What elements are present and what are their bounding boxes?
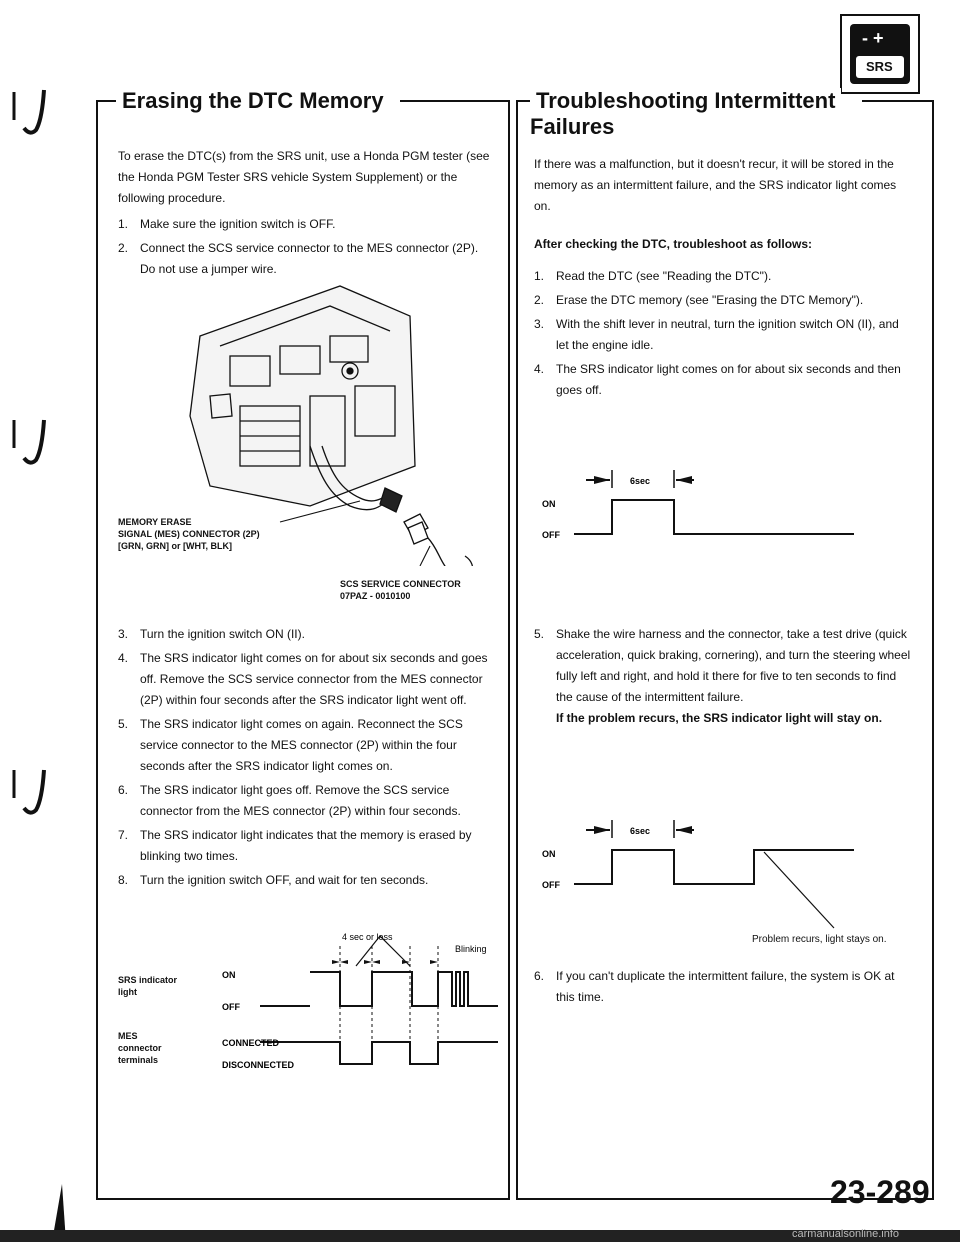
step-text: Make sure the ignition switch is OFF. [140,217,336,231]
wave-six-seconds [534,458,914,538]
step-number: 4. [118,651,129,665]
page-number: 23-289 [830,1174,930,1210]
step5-text: Shake the wire harness and the connector, take a test drive (quick acceleration, quick braking, cornering), and turn the steering wheel fully left and right, and hold it there for five to ten seconds to find the cause of the intermittent failure. [556,627,911,704]
step-text: The SRS indicator light comes on for about six seconds and goes off. Remove the SCS service connector from the MES connector (2P) within four seconds after the SRS indicator light went off. [140,651,488,707]
mes-terminals-line2: connector [118,1043,162,1053]
step-number: 4. [534,362,545,376]
step-text: The SRS indicator light indicates that the memory is erased by blinking two times. [140,828,472,863]
step-number: 7. [118,828,129,842]
right-intro: If there was a malfunction, but it doesn't recur, it will be stored in the memory as an intermittent failure, and the SRS indicator light comes on. [534,157,897,213]
step5-text2: If the problem recurs, the SRS indicator light will stay on. [556,711,883,725]
mes-terminals-line1: MES [118,1031,138,1041]
right-panel-top-rule-right [862,100,934,102]
step-text: Erase the DTC memory (see "Erasing the DTC Memory"). [556,293,864,307]
step-item [118,780,492,822]
right-after-label: After checking the DTC, troubleshoot as follows: [534,237,813,251]
scs-connector-label [340,578,461,602]
step-item [118,714,492,777]
right-steps-a [534,266,914,404]
step-text: With the shift lever in neutral, turn the ignition switch ON (II), and let the engine idle. [556,317,899,352]
srs-indicator-label [118,974,177,998]
step-text: Turn the ignition switch ON (II). [140,627,305,641]
timing-disconnected: DISCONNECTED [222,1060,295,1070]
step-item [534,290,914,311]
step-text: The SRS indicator light comes on for about six seconds and then goes off. [556,362,901,397]
left-steps-b [118,624,492,894]
wave1-sec: 6sec [630,476,651,486]
badge-symbol: - + [862,28,884,48]
step5-num: 5. [534,627,545,641]
step-item [118,214,492,235]
timing-blinking: Blinking [455,944,487,954]
mes-terminals-line3: terminals [118,1055,159,1065]
step6-text: If you can't duplicate the intermittent failure, the system is OK at this time. [556,969,895,1004]
right-step-6 [534,966,914,1008]
mes-label-line2: SIGNAL (MES) CONNECTOR (2P) [118,529,260,539]
watermark: carmanualsonline.info [792,1228,900,1240]
right-section-title-2: Failures [530,114,615,139]
step-number: 1. [118,217,129,231]
left-section-title: Erasing the DTC Memory [116,88,390,114]
step-number: 2. [534,293,545,307]
wave1-on: ON [542,499,556,509]
mes-label-line3: [GRN, GRN] or [WHT, BLK] [118,541,232,551]
srs-badge [840,14,920,94]
right-step-5 [534,624,914,729]
step-item [118,648,492,711]
step-item [118,870,492,891]
step-text: Turn the ignition switch OFF, and wait for ten seconds. [140,873,429,887]
mes-connector-label [118,516,260,552]
wave2-off: OFF [542,880,560,890]
left-steps-a [118,214,492,283]
step-number: 1. [534,269,545,283]
wave-problem-recurs [534,808,914,938]
step-item [534,266,914,287]
wave1-off: OFF [542,530,560,538]
step-number: 5. [118,717,129,731]
mes-label-line1: MEMORY ERASE [118,517,192,527]
timing-off: OFF [222,1002,240,1012]
scs-label-line1: SCS SERVICE CONNECTOR [340,579,461,589]
scs-label-line2: 07PAZ - 0010100 [340,591,411,601]
left-panel-top-rule [96,100,116,102]
timing-connected: CONNECTED [222,1038,280,1048]
mes-terminals-label [118,1030,162,1066]
left-intro: To erase the DTC(s) from the SRS unit, use a Honda PGM tester (see the Honda PGM Tester SRS vehicle System Supplement) or the following procedure. [118,149,490,205]
step-item [118,825,492,867]
right-panel-top-rule [516,100,530,102]
step-text: The SRS indicator light comes on again. Reconnect the SCS service connector to the MES connector (2P) within the four seconds after the SRS indicator light comes on. [140,717,463,773]
step-text: The SRS indicator light goes off. Remove the SCS service connector from the MES connector (2P) within four seconds. [140,783,461,818]
right-section-title: Troubleshooting Intermittent [530,88,841,114]
step-item [118,624,492,645]
srs-label-line1: SRS indicator [118,975,178,985]
step-number: 3. [534,317,545,331]
step-text: Read the DTC (see "Reading the DTC"). [556,269,772,283]
wave2-note: Problem recurs, light stays on. [752,934,887,945]
step-number: 2. [118,241,129,255]
step-number: 3. [118,627,129,641]
wave2-sec: 6sec [630,826,651,836]
timing-on: ON [222,970,236,980]
step-item [534,359,914,401]
wave2-on: ON [542,849,556,859]
step-item [118,238,492,280]
step-text: Connect the SCS service connector to the MES connector (2P). Do not use a jumper wire. [140,241,479,276]
timing-sec-label: 4 sec or less [342,932,393,942]
step-number: 8. [118,873,129,887]
timing-diagram [110,926,506,1076]
srs-label-line2: light [118,987,137,997]
step6-num: 6. [534,969,545,983]
step-item [534,314,914,356]
badge-label: SRS [866,59,893,74]
step-number: 6. [118,783,129,797]
binder-marks [0,80,60,840]
left-panel-top-rule-right [400,100,510,102]
